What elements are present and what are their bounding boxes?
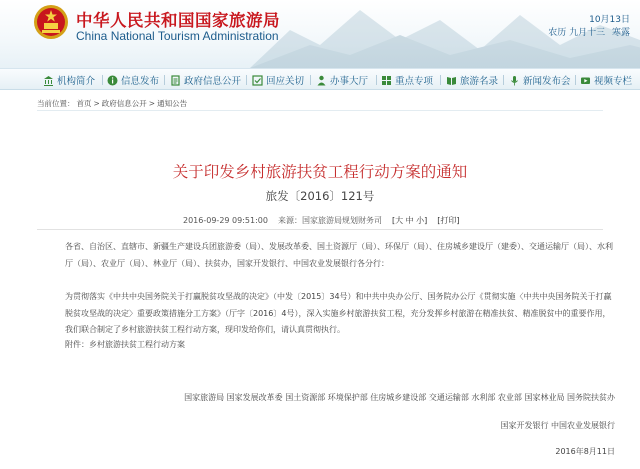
article-paragraph-body: 为贯彻落实《中共中央国务院关于打赢脱贫攻坚战的决定》（中发〔2015〕34号）和中共中央办公厅、国务院办公厅《贯彻实施〈中共中央国务院关于打赢脱贫攻坚战的决定〉重要政策措施分工方案》（厅字〔2016〕4号），深入实施乡村旅游扶贫工程，充分发挥乡村旅游在精准扶贫、精准脱贫中的重要作用，我们联合制定了乡村旅游扶贫工程行动方案，现印发给你们，请认真贯彻执行。 [65,292,612,334]
person-icon [316,75,327,86]
breadcrumb-notices[interactable]: 通知公告 [157,98,188,108]
nav-item-gov-info[interactable]: 政府信息公开 [170,72,241,88]
nav-item-service-hall[interactable]: 办事大厅 [316,72,368,88]
signature-date: 2016年8月11日 [555,447,615,456]
breadcrumb [37,96,603,111]
font-size-control[interactable]: [大 中 小] [391,216,428,225]
grid-icon [381,75,392,86]
site-header [0,0,640,68]
video-icon [580,75,591,86]
article-meta [183,215,460,226]
breadcrumb-prefix: 当前位置： [37,98,75,108]
nav-item-response[interactable]: 回应关切 [252,72,304,88]
site-title-en: China National Tourism Administration [76,29,279,43]
nav-divider [575,75,576,85]
breadcrumb-separator: > [148,98,156,108]
info-icon [107,75,118,86]
bank-icon [43,75,54,86]
nav-divider [246,75,247,85]
document-icon [170,75,181,86]
nav-item-tourism-directory[interactable]: 旅游名录 [446,72,498,88]
article-title: 关于印发乡村旅游扶贫工程行动方案的通知 [172,163,468,181]
document-number: 旅发〔2016〕121号 [265,189,375,203]
nav-divider [164,75,165,85]
signatories-line-1: 国家旅游局 国家发展改革委 国土资源部 环境保护部 住房城乡建设部 交通运输部 水利部 农业部 国家林业局 国务院扶贫办 [184,393,615,402]
nav-item-about[interactable]: 机构简介 [43,72,95,88]
lunar-date: 农历 九月十三 [548,28,606,38]
article-paragraph-addressees: 各省、自治区、直辖市、新疆生产建设兵团旅游委（局）、发展改革委、国土资源厅（局）、环保厅（局）、住房城乡建设厅（建委）、交通运输厅（局）、水利厅（局）、农业厅（局）、林业厅（局）、扶贫办，国家开发银行、中国农业发展银行各分行： [65,242,613,268]
signatories-line-2: 国家开发银行 中国农业发展银行 [500,421,615,430]
nav-divider [440,75,441,85]
national-emblem-icon [33,4,69,40]
nav-divider [503,75,504,85]
nav-divider [310,75,311,85]
nav-divider [376,75,377,85]
solar-term: 寒露 [611,28,630,38]
nav-item-press[interactable]: 新闻发布会 [509,72,571,88]
nav-item-key-projects[interactable]: 重点专项 [381,72,433,88]
breadcrumb-gov-info[interactable]: 政府信息公开 [101,98,147,108]
nav-item-info[interactable]: 信息发布 [107,72,159,88]
nav-divider [102,75,103,85]
microphone-icon [509,75,520,86]
attachment-link[interactable]: 附件：乡村旅游扶贫工程行动方案 [65,340,185,349]
solar-date: 10月13日 [589,15,630,25]
checkbox-icon [252,75,263,86]
book-icon [446,75,457,86]
lunar-date-row [548,27,630,40]
breadcrumb-home[interactable]: 首页 [76,98,92,108]
main-nav [0,68,640,90]
print-link[interactable]: [打印] [437,216,460,225]
site-title-cn: 中华人民共和国国家旅游局 [76,11,280,30]
breadcrumb-separator: > [93,98,100,108]
date-display [548,14,630,40]
nav-item-video[interactable]: 视频专栏 [580,72,632,88]
article-source: 来源：国家旅游局规划财务司 [277,216,382,225]
publish-datetime: 2016-09-29 09:51:00 [183,216,268,225]
meta-divider [37,229,603,230]
